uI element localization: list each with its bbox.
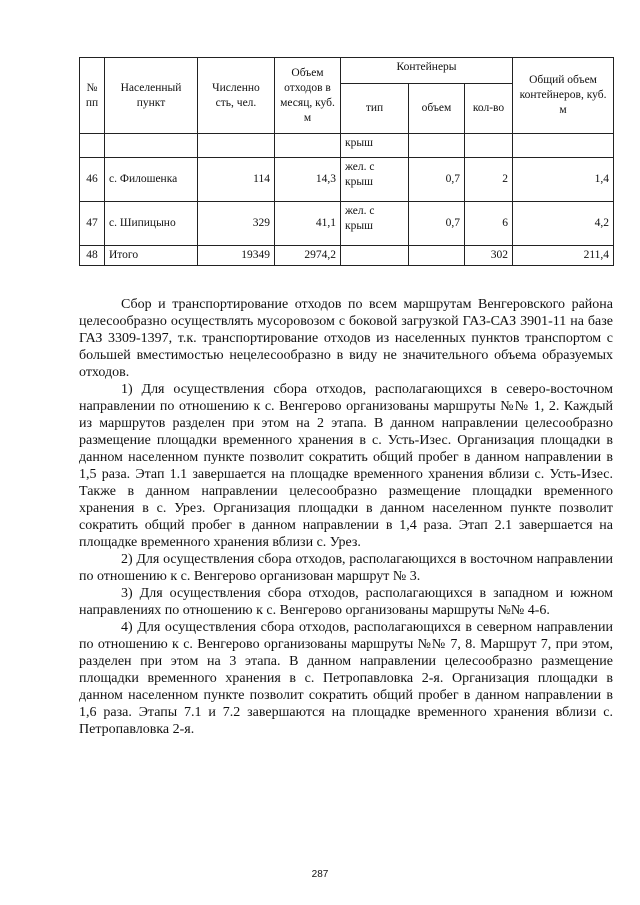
- cell-population: 19349: [198, 246, 275, 266]
- cell-type: [341, 246, 409, 266]
- header-waste-volume: Объем отходов в месяц, куб. м: [275, 58, 341, 134]
- cell-volume: 0,7: [409, 202, 465, 246]
- cell-num: 48: [80, 246, 105, 266]
- cell-num: 47: [80, 202, 105, 246]
- paragraph: 2) Для осуществления сбора отходов, располагающихся в восточном направлении по отношению к с. Венгерово организован маршрут № 3.: [79, 552, 613, 584]
- cell-population: 329: [198, 202, 275, 246]
- paragraph: Сбор и транспортирование отходов по всем маршрутам Венгеровского района целесообразно осуществлять мусоровозом с боковой загрузкой ГАЗ-САЗ 3901-11 на базе ГАЗ 3309-1397, т.к. транспортирование отходов из населенных пунктов транспортом с большей вместимостью нецелесообразно в виду не значительного объема образуемых отходов.: [79, 297, 613, 380]
- cell-type: жел. с крыш: [341, 202, 409, 246]
- cell-type: жел. с крыш: [341, 158, 409, 202]
- waste-table: [79, 57, 614, 266]
- header-population: Численно сть, чел.: [198, 58, 275, 134]
- cell-num: 46: [80, 158, 105, 202]
- cell-settlement: с. Филошенка: [105, 158, 198, 202]
- cell-waste: 14,3: [275, 158, 341, 202]
- cell-count: 2: [465, 158, 513, 202]
- table-total-row: [80, 246, 614, 266]
- page-number: 287: [311, 869, 329, 880]
- header-total-volume: Общий объем контейнеров, куб. м: [513, 58, 614, 134]
- header-num: № пп: [80, 58, 105, 134]
- cell-volume: [409, 246, 465, 266]
- cell-count: 302: [465, 246, 513, 266]
- body-text: [79, 296, 613, 738]
- cell-settlement: с. Шипицыно: [105, 202, 198, 246]
- cell-population: 114: [198, 158, 275, 202]
- cell-waste: 2974,2: [275, 246, 341, 266]
- paragraph: 3) Для осуществления сбора отходов, располагающихся в западном и южном направлениях по отношению к с. Венгерово организованы маршруты №№ 4-6.: [79, 586, 613, 618]
- paragraph: 1) Для осуществления сбора отходов, располагающихся в северо-восточном направлении по отношению к с. Венгерово организованы маршруты №№ 1, 2. Каждый из маршрутов разделен при этом на 2 этапа. В данном направлении целесообразно размещение площадки временного хранения в с. Усть-Изес. Организация площадки в данном населенном пункте позволит сократить общий пробег в данном направлении в 1,5 раза. Этап 1.1 завершается на площадке временного хранения вблизи с. Усть-Изес. Также в данном направлении целесообразно размещение площадки временного хранения в с. Урез. Организация площадки в данном населенном пункте позволит сократить общий пробег в данном направлении в 1,4 раза. Этап 2.1 завершается на площадке временного хранения вблизи с. Урез.: [79, 382, 613, 550]
- cell-settlement: Итого: [105, 246, 198, 266]
- header-volume: объем: [409, 84, 465, 134]
- header-count: кол-во: [465, 84, 513, 134]
- header-settlement: Населенный пункт: [105, 58, 198, 134]
- cell-total: 1,4: [513, 158, 614, 202]
- cell-total: 211,4: [513, 246, 614, 266]
- table-row: [80, 158, 614, 202]
- cell-volume: 0,7: [409, 158, 465, 202]
- cell-waste: 41,1: [275, 202, 341, 246]
- header-containers: Контейнеры: [341, 58, 513, 84]
- cell-total: 4,2: [513, 202, 614, 246]
- paragraph: 4) Для осуществления сбора отходов, располагающихся в северном направлении по отношению к с. Венгерово организованы маршруты №№ 7, 8. Маршрут 7, при этом, разделен при этом на 3 этапа. В данном направлении целесообразно размещение площадки временного хранения в с. Петропавловка 2-я. Организация площадки в данном населенном пункте позволит сократить общий пробег в данном направлении в 1,6 раза. Этапы 7.1 и 7.2 завершаются на площадке временного хранения вблизи с. Петропавловка 2-я.: [79, 620, 613, 737]
- table-row-continuation: [80, 134, 614, 158]
- cell-type: крыш: [341, 134, 409, 158]
- table-row: [80, 202, 614, 246]
- cell-count: 6: [465, 202, 513, 246]
- header-type: тип: [341, 84, 409, 134]
